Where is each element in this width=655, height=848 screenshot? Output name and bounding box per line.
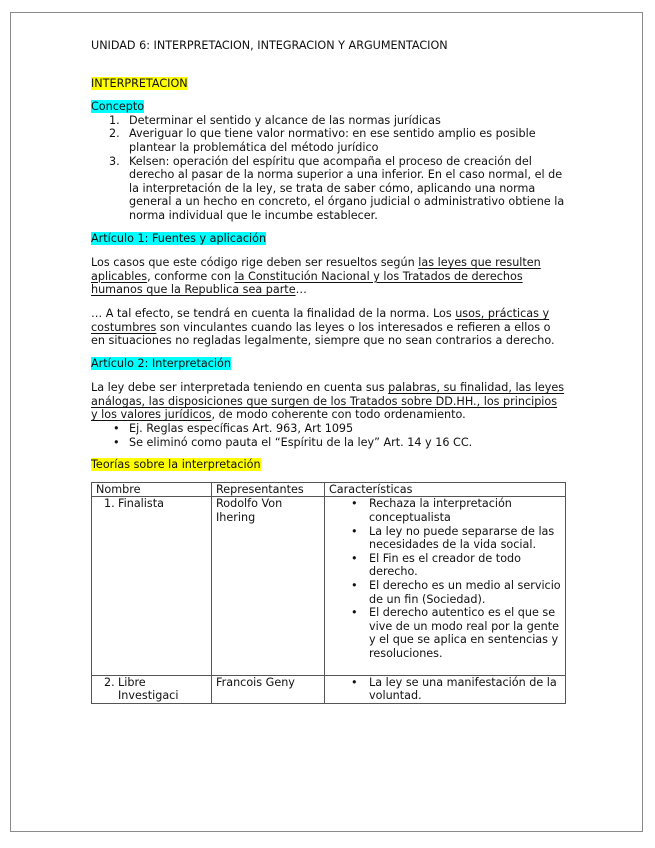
- list-item: 1. Determinar el sentido y alcance de las normas jurídicas: [109, 113, 441, 127]
- list-item: 3. Kelsen: operación del espíritu que acompaña el proceso de creación del derecho al pasar de la norma superior a una inferior. En el caso normal, el de la interpretación de la ley, se trata de saber cómo, aplicando una norma general a un hecho en concreto, el órgano judicial o administrativo obtiene la norma individual que le incumbe establecer.: [109, 154, 565, 222]
- cell-caracteristicas: [325, 497, 566, 675]
- art2-paragraph: La ley debe ser interpretada teniendo en cuenta sus palabras, su finalidad, las leyes análogas, las disposiciones que surgen de los Tratados sobre DD.HH., los principios y los valores jurídicos, de modo coherente con todo ordenamiento.: [91, 381, 565, 422]
- list-item: • La ley no puede separarse de las necesidades de la vida social.: [351, 524, 555, 552]
- bullet-icon: •: [351, 551, 358, 565]
- table-header-row: [92, 482, 566, 497]
- teorias-heading: Teorías sobre la interpretación: [91, 458, 261, 472]
- document-title: UNIDAD 6: INTERPRETACION, INTEGRACION Y ARGUMENTACION: [91, 39, 448, 52]
- cell-nombre: 1. Finalista: [92, 497, 212, 675]
- art1-heading: Artículo 1: Fuentes y aplicación: [91, 231, 267, 245]
- column-header-caracteristicas: Características: [325, 482, 566, 497]
- list-item: • El derecho es un medio al servicio de un fin (Sociedad).: [351, 579, 561, 606]
- art2-heading: Artículo 2: Interpretación: [91, 356, 231, 370]
- cell-caracteristicas: [325, 675, 566, 703]
- bullet-icon: •: [351, 675, 358, 689]
- section-heading-interpretacion: INTERPRETACION: [91, 76, 188, 90]
- table-row: [92, 497, 566, 675]
- theories-table: [91, 482, 566, 704]
- cell-representantes: Rodolfo Von Ihering: [212, 497, 325, 675]
- bullet-icon: •: [351, 524, 358, 538]
- list-item: • Ej. Reglas específicas Art. 963, Art 1095: [113, 422, 354, 436]
- art1-paragraph-1: Los casos que este código rige deben ser resueltos según las leyes que resulten aplicables, conforme con la Constitución Nacional y los Tratados de derechos humanos que la Republica sea parte…: [91, 256, 541, 297]
- bullet-icon: •: [113, 435, 120, 449]
- bullet-icon: •: [351, 497, 358, 511]
- list-item: • La ley se una manifestación de la voluntad.: [351, 675, 557, 703]
- art2-bullet-list: [91, 422, 565, 449]
- concepto-list: [91, 114, 565, 223]
- cell-representantes: Francois Geny: [212, 675, 325, 703]
- list-item: • Se eliminó como pauta el “Espíritu de la ley” Art. 14 y 16 CC.: [113, 435, 473, 449]
- document-page: [10, 12, 643, 832]
- bullet-icon: •: [113, 422, 120, 436]
- list-item: 2. Averiguar lo que tiene valor normativo: en ese sentido amplio es posible plantear la problemática del método jurídico: [109, 127, 536, 154]
- document-body: [91, 39, 565, 704]
- cell-nombre: 2. Libre Investigaci: [92, 675, 212, 703]
- art1-paragraph-2: … A tal efecto, se tendrá en cuenta la finalidad de la norma. Los usos, prácticas y costumbres son vinculantes cuando las leyes o los interesados e refieren a ellos o en situaciones no regladas legalmente, siempre que no sean contrarios a derecho.: [91, 306, 555, 348]
- column-header-nombre: Nombre: [92, 482, 212, 497]
- column-header-representantes: Representantes: [212, 482, 325, 497]
- bullet-icon: •: [351, 606, 358, 620]
- list-item: • El derecho autentico es el que se vive de un modo real por la gente y el que se aplica en sentencias y resoluciones.: [351, 606, 560, 660]
- list-item: • El Fin es el creador de todo derecho.: [351, 551, 521, 579]
- bullet-icon: •: [351, 579, 358, 592]
- concepto-heading: Concepto: [91, 100, 145, 114]
- table-row: [92, 675, 566, 703]
- list-item: • Rechaza la interpretación conceptualista: [351, 497, 512, 525]
